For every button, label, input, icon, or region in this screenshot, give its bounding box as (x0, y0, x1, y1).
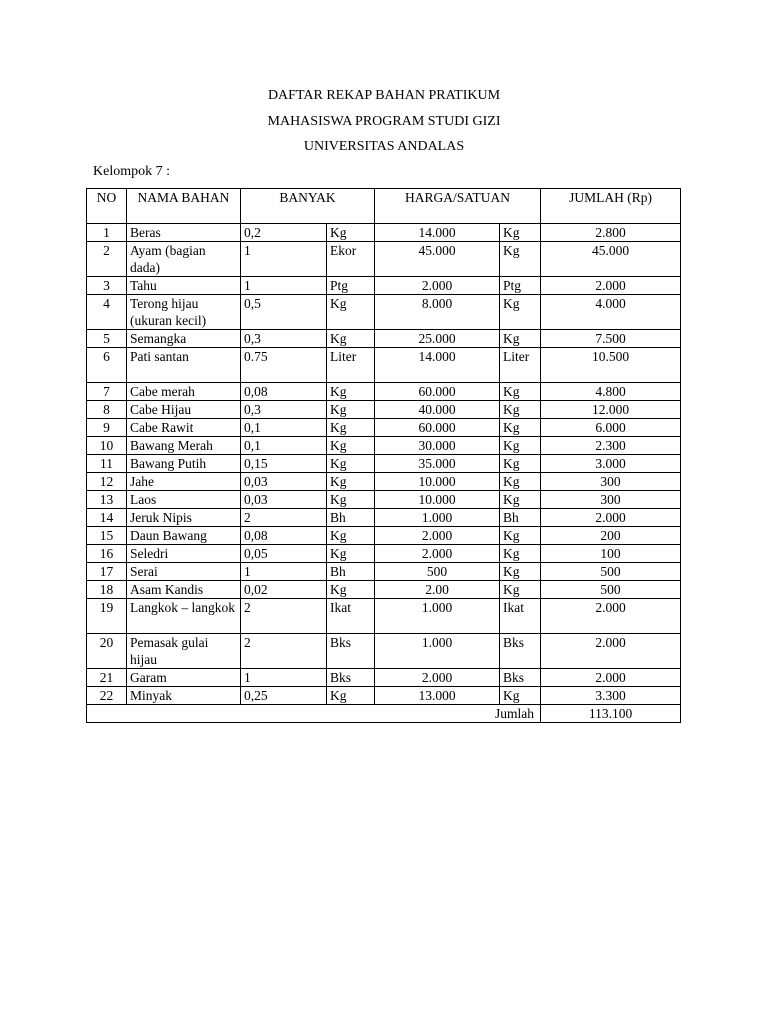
cell-no: 15 (87, 527, 127, 545)
cell-qty: 0.75 (241, 348, 327, 383)
cell-nama-bahan: Garam (127, 669, 241, 687)
cell-nama-bahan: Pemasak gulai hijau (127, 634, 241, 669)
materials-table (86, 188, 681, 723)
cell-total: 300 (541, 491, 681, 509)
cell-qty: 1 (241, 669, 327, 687)
cell-no: 22 (87, 687, 127, 705)
cell-total: 2.000 (541, 634, 681, 669)
cell-price: 2.00 (375, 581, 500, 599)
cell-qty: 0,5 (241, 295, 327, 330)
cell-nama-bahan: Semangka (127, 330, 241, 348)
cell-price-unit: Kg (500, 419, 541, 437)
table-row (87, 527, 681, 545)
cell-total: 2.000 (541, 277, 681, 295)
cell-no: 18 (87, 581, 127, 599)
cell-nama-bahan: Langkok – langkok (127, 599, 241, 634)
header-jumlah: JUMLAH (Rp) (541, 189, 681, 224)
cell-qty: 0,03 (241, 491, 327, 509)
cell-total: 2.300 (541, 437, 681, 455)
cell-total: 45.000 (541, 242, 681, 277)
cell-nama-bahan: Serai (127, 563, 241, 581)
cell-price-unit: Ikat (500, 599, 541, 634)
cell-no: 3 (87, 277, 127, 295)
cell-qty: 0,02 (241, 581, 327, 599)
cell-nama-bahan: Asam Kandis (127, 581, 241, 599)
cell-price-unit: Kg (500, 330, 541, 348)
cell-unit: Kg (327, 419, 375, 437)
total-label: Jumlah (87, 705, 541, 723)
cell-price: 10.000 (375, 491, 500, 509)
cell-nama-bahan: Cabe Rawit (127, 419, 241, 437)
cell-qty: 0,3 (241, 401, 327, 419)
table-row (87, 348, 681, 383)
table-body (87, 224, 681, 705)
cell-no: 11 (87, 455, 127, 473)
cell-nama-bahan: Bawang Merah (127, 437, 241, 455)
table-total-row (87, 705, 681, 723)
cell-price-unit: Kg (500, 437, 541, 455)
cell-no: 19 (87, 599, 127, 634)
cell-price-unit: Bks (500, 669, 541, 687)
cell-nama-bahan: Minyak (127, 687, 241, 705)
table-row (87, 581, 681, 599)
cell-qty: 2 (241, 599, 327, 634)
table-row (87, 491, 681, 509)
cell-price-unit: Kg (500, 473, 541, 491)
cell-price-unit: Ptg (500, 277, 541, 295)
cell-unit: Kg (327, 491, 375, 509)
cell-qty: 0,3 (241, 330, 327, 348)
title-line-3: UNIVERSITAS ANDALAS (303, 139, 465, 154)
cell-price: 8.000 (375, 295, 500, 330)
cell-no: 17 (87, 563, 127, 581)
cell-price-unit: Kg (500, 401, 541, 419)
cell-price: 2.000 (375, 277, 500, 295)
cell-price: 60.000 (375, 419, 500, 437)
cell-no: 16 (87, 545, 127, 563)
cell-price: 30.000 (375, 437, 500, 455)
cell-total: 4.800 (541, 383, 681, 401)
cell-no: 7 (87, 383, 127, 401)
cell-unit: Kg (327, 330, 375, 348)
cell-no: 20 (87, 634, 127, 669)
cell-unit: Kg (327, 224, 375, 242)
table-row (87, 401, 681, 419)
cell-total: 3.000 (541, 455, 681, 473)
cell-total: 3.300 (541, 687, 681, 705)
table-row (87, 419, 681, 437)
cell-nama-bahan: Cabe merah (127, 383, 241, 401)
table-row (87, 224, 681, 242)
cell-total: 200 (541, 527, 681, 545)
table-row (87, 455, 681, 473)
table-row (87, 330, 681, 348)
cell-qty: 2 (241, 634, 327, 669)
table-row (87, 295, 681, 330)
cell-price-unit: Kg (500, 563, 541, 581)
table-row (87, 277, 681, 295)
table-row (87, 599, 681, 634)
cell-price: 40.000 (375, 401, 500, 419)
cell-no: 10 (87, 437, 127, 455)
header-nama-bahan: NAMA BAHAN (127, 189, 241, 224)
cell-price-unit: Kg (500, 295, 541, 330)
cell-price: 1.000 (375, 509, 500, 527)
cell-no: 13 (87, 491, 127, 509)
cell-unit: Kg (327, 383, 375, 401)
cell-nama-bahan: Terong hijau (ukuran kecil) (127, 295, 241, 330)
total-value: 113.100 (541, 705, 681, 723)
cell-nama-bahan: Jahe (127, 473, 241, 491)
cell-price: 2.000 (375, 669, 500, 687)
table-row (87, 473, 681, 491)
cell-no: 8 (87, 401, 127, 419)
cell-unit: Kg (327, 581, 375, 599)
cell-unit: Ikat (327, 599, 375, 634)
cell-price: 60.000 (375, 383, 500, 401)
cell-total: 2.000 (541, 599, 681, 634)
cell-price: 10.000 (375, 473, 500, 491)
cell-price-unit: Kg (500, 491, 541, 509)
cell-price-unit: Kg (500, 242, 541, 277)
cell-unit: Kg (327, 687, 375, 705)
cell-nama-bahan: Cabe Hijau (127, 401, 241, 419)
header-no: NO (87, 189, 127, 224)
cell-nama-bahan: Jeruk Nipis (127, 509, 241, 527)
table-row (87, 634, 681, 669)
cell-price: 1.000 (375, 599, 500, 634)
cell-total: 7.500 (541, 330, 681, 348)
cell-price: 45.000 (375, 242, 500, 277)
cell-nama-bahan: Bawang Putih (127, 455, 241, 473)
cell-price: 13.000 (375, 687, 500, 705)
cell-unit: Bks (327, 669, 375, 687)
cell-total: 500 (541, 581, 681, 599)
cell-qty: 0,1 (241, 437, 327, 455)
cell-price: 25.000 (375, 330, 500, 348)
table-row (87, 669, 681, 687)
cell-price: 1.000 (375, 634, 500, 669)
cell-price-unit: Kg (500, 527, 541, 545)
cell-total: 2.000 (541, 669, 681, 687)
cell-nama-bahan: Ayam (bagian dada) (127, 242, 241, 277)
cell-unit: Kg (327, 473, 375, 491)
cell-price-unit: Kg (500, 383, 541, 401)
cell-no: 5 (87, 330, 127, 348)
cell-price: 500 (375, 563, 500, 581)
cell-total: 2.800 (541, 224, 681, 242)
title-line-2: MAHASISWA PROGRAM STUDI GIZI (267, 114, 501, 129)
title-line-1: DAFTAR REKAP BAHAN PRATIKUM (267, 88, 501, 103)
table-row (87, 242, 681, 277)
cell-price: 14.000 (375, 348, 500, 383)
header-harga-satuan: HARGA/SATUAN (375, 189, 541, 224)
cell-total: 6.000 (541, 419, 681, 437)
cell-unit: Ekor (327, 242, 375, 277)
group-label: Kelompok 7 : (93, 164, 170, 179)
cell-qty: 0,25 (241, 687, 327, 705)
cell-nama-bahan: Pati santan (127, 348, 241, 383)
cell-unit: Kg (327, 455, 375, 473)
cell-total: 300 (541, 473, 681, 491)
cell-no: 21 (87, 669, 127, 687)
header-banyak: BANYAK (241, 189, 375, 224)
cell-unit: Kg (327, 545, 375, 563)
cell-unit: Kg (327, 437, 375, 455)
cell-no: 12 (87, 473, 127, 491)
cell-unit: Kg (327, 295, 375, 330)
cell-no: 2 (87, 242, 127, 277)
cell-qty: 0,15 (241, 455, 327, 473)
cell-nama-bahan: Seledri (127, 545, 241, 563)
cell-unit: Liter (327, 348, 375, 383)
cell-unit: Kg (327, 401, 375, 419)
cell-unit: Bks (327, 634, 375, 669)
cell-qty: 1 (241, 277, 327, 295)
cell-qty: 0,05 (241, 545, 327, 563)
cell-unit: Bh (327, 563, 375, 581)
table-row (87, 563, 681, 581)
cell-qty: 2 (241, 509, 327, 527)
cell-nama-bahan: Tahu (127, 277, 241, 295)
cell-no: 9 (87, 419, 127, 437)
cell-no: 14 (87, 509, 127, 527)
cell-total: 2.000 (541, 509, 681, 527)
cell-price: 2.000 (375, 527, 500, 545)
cell-total: 500 (541, 563, 681, 581)
table-row (87, 383, 681, 401)
cell-price-unit: Bks (500, 634, 541, 669)
cell-price-unit: Kg (500, 581, 541, 599)
cell-no: 1 (87, 224, 127, 242)
cell-total: 100 (541, 545, 681, 563)
cell-qty: 0,03 (241, 473, 327, 491)
cell-no: 6 (87, 348, 127, 383)
cell-qty: 1 (241, 242, 327, 277)
cell-price-unit: Kg (500, 455, 541, 473)
cell-price: 14.000 (375, 224, 500, 242)
cell-qty: 0,08 (241, 527, 327, 545)
table-header-row (87, 189, 681, 224)
cell-qty: 0,1 (241, 419, 327, 437)
cell-total: 4.000 (541, 295, 681, 330)
cell-qty: 0,2 (241, 224, 327, 242)
cell-no: 4 (87, 295, 127, 330)
cell-qty: 1 (241, 563, 327, 581)
cell-price-unit: Kg (500, 687, 541, 705)
cell-price-unit: Bh (500, 509, 541, 527)
cell-unit: Bh (327, 509, 375, 527)
cell-price-unit: Liter (500, 348, 541, 383)
cell-price-unit: Kg (500, 545, 541, 563)
cell-nama-bahan: Laos (127, 491, 241, 509)
cell-price: 2.000 (375, 545, 500, 563)
table-row (87, 437, 681, 455)
cell-unit: Kg (327, 527, 375, 545)
cell-price-unit: Kg (500, 224, 541, 242)
cell-price: 35.000 (375, 455, 500, 473)
cell-total: 12.000 (541, 401, 681, 419)
table-row (87, 545, 681, 563)
cell-unit: Ptg (327, 277, 375, 295)
table-row (87, 509, 681, 527)
cell-total: 10.500 (541, 348, 681, 383)
cell-qty: 0,08 (241, 383, 327, 401)
cell-nama-bahan: Beras (127, 224, 241, 242)
cell-nama-bahan: Daun Bawang (127, 527, 241, 545)
table-row (87, 687, 681, 705)
